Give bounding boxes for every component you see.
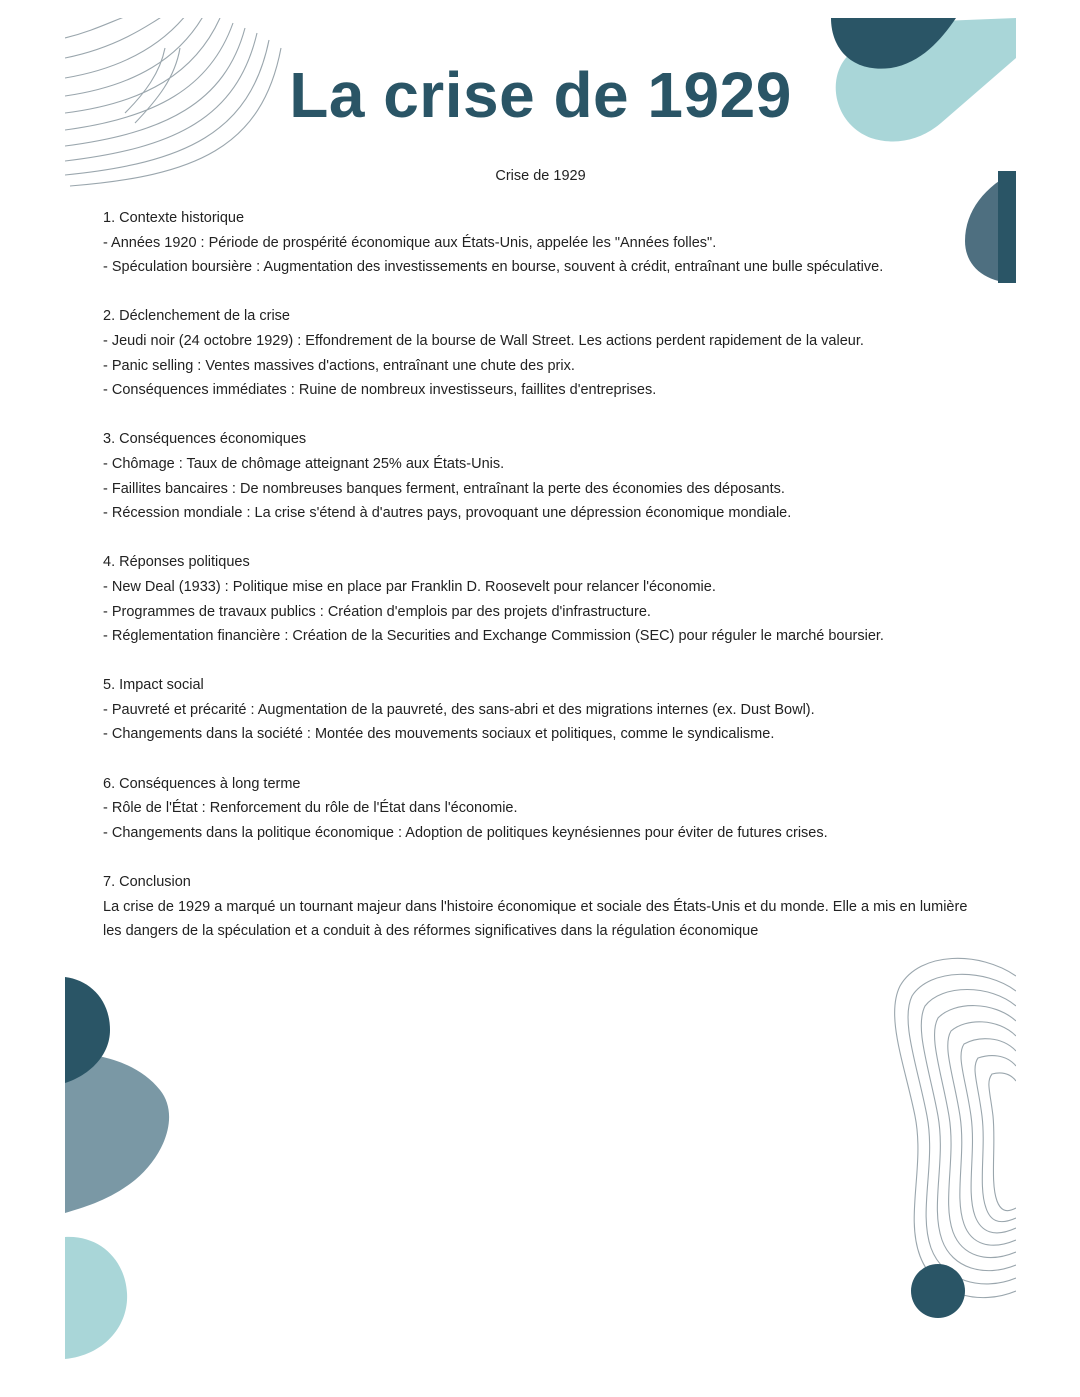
document-body [103, 206, 983, 968]
section-line: - Changements dans la société : Montée des mouvements sociaux et politiques, comme le syndicalisme. [103, 726, 775, 743]
section-line: - Pauvreté et précarité : Augmentation de la pauvreté, des sans-abri et des migrations internes (ex. Dust Bowl). [103, 701, 815, 718]
conclusion-paragraph: La crise de 1929 a marqué un tournant majeur dans l'histoire économique et sociale des États-Unis et du monde. Elle a mis en lumière les dangers de la spéculation et a conduit à des réformes significatives dans la régulation économique [103, 898, 968, 940]
section-impact-social [103, 673, 983, 747]
section-line: - Années 1920 : Période de prospérité économique aux États-Unis, appelée les "Années folles". [103, 234, 717, 251]
shapes-bottom-left-decoration [65, 975, 175, 1359]
page-title: La crise de 1929 [289, 59, 792, 131]
document-page [65, 18, 1016, 1359]
section-consequences-long-terme [103, 772, 983, 846]
section-heading: 7. Conclusion [103, 874, 191, 891]
section-line: - Panic selling : Ventes massives d'actions, entraînant une chute des prix. [103, 357, 575, 374]
section-line: - Réglementation financière : Création de la Securities and Exchange Commission (SEC) pour réguler le marché boursier. [103, 628, 884, 645]
section-line: - Chômage : Taux de chômage atteignant 25% aux États-Unis. [103, 455, 505, 472]
section-line: - Changements dans la politique économique : Adoption de politiques keynésiennes pour éviter de futures crises. [103, 824, 828, 841]
section-heading: 2. Déclenchement de la crise [103, 308, 290, 325]
circle-bottom-right-decoration [910, 1263, 966, 1319]
section-heading: 1. Contexte historique [103, 210, 245, 226]
section-line: - Conséquences immédiates : Ruine de nombreux investisseurs, faillites d'entreprises. [103, 382, 657, 399]
section-heading: 5. Impact social [103, 677, 204, 694]
section-line: - Jeudi noir (24 octobre 1929) : Effondrement de la bourse de Wall Street. Les actions perdent rapidement de la valeur. [103, 332, 864, 349]
document-subtitle: Crise de 1929 [495, 168, 586, 184]
section-consequences-economiques [103, 427, 983, 525]
contour-lines-bottom-right-decoration [890, 956, 1016, 1306]
section-line: - Spéculation boursière : Augmentation des investissements en bourse, souvent à crédit, entraînant une bulle spéculative. [103, 259, 884, 276]
section-reponses-politiques [103, 550, 983, 648]
section-line: - Rôle de l'État : Renforcement du rôle de l'État dans l'économie. [103, 800, 518, 817]
section-line: - New Deal (1933) : Politique mise en place par Franklin D. Roosevelt pour relancer l'économie. [103, 578, 716, 595]
section-conclusion [103, 870, 983, 944]
section-contexte-historique [103, 206, 983, 280]
section-declenchement [103, 304, 983, 402]
section-line: - Récession mondiale : La crise s'étend à d'autres pays, provoquant une dépression économique mondiale. [103, 505, 792, 522]
section-line: - Programmes de travaux publics : Création d'emplois par des projets d'infrastructure. [103, 603, 651, 620]
section-heading: 3. Conséquences économiques [103, 431, 307, 448]
section-heading: 4. Réponses politiques [103, 554, 250, 571]
section-line: - Faillites bancaires : De nombreuses banques ferment, entraînant la perte des économies des déposants. [103, 480, 785, 497]
section-heading: 6. Conséquences à long terme [103, 775, 301, 792]
